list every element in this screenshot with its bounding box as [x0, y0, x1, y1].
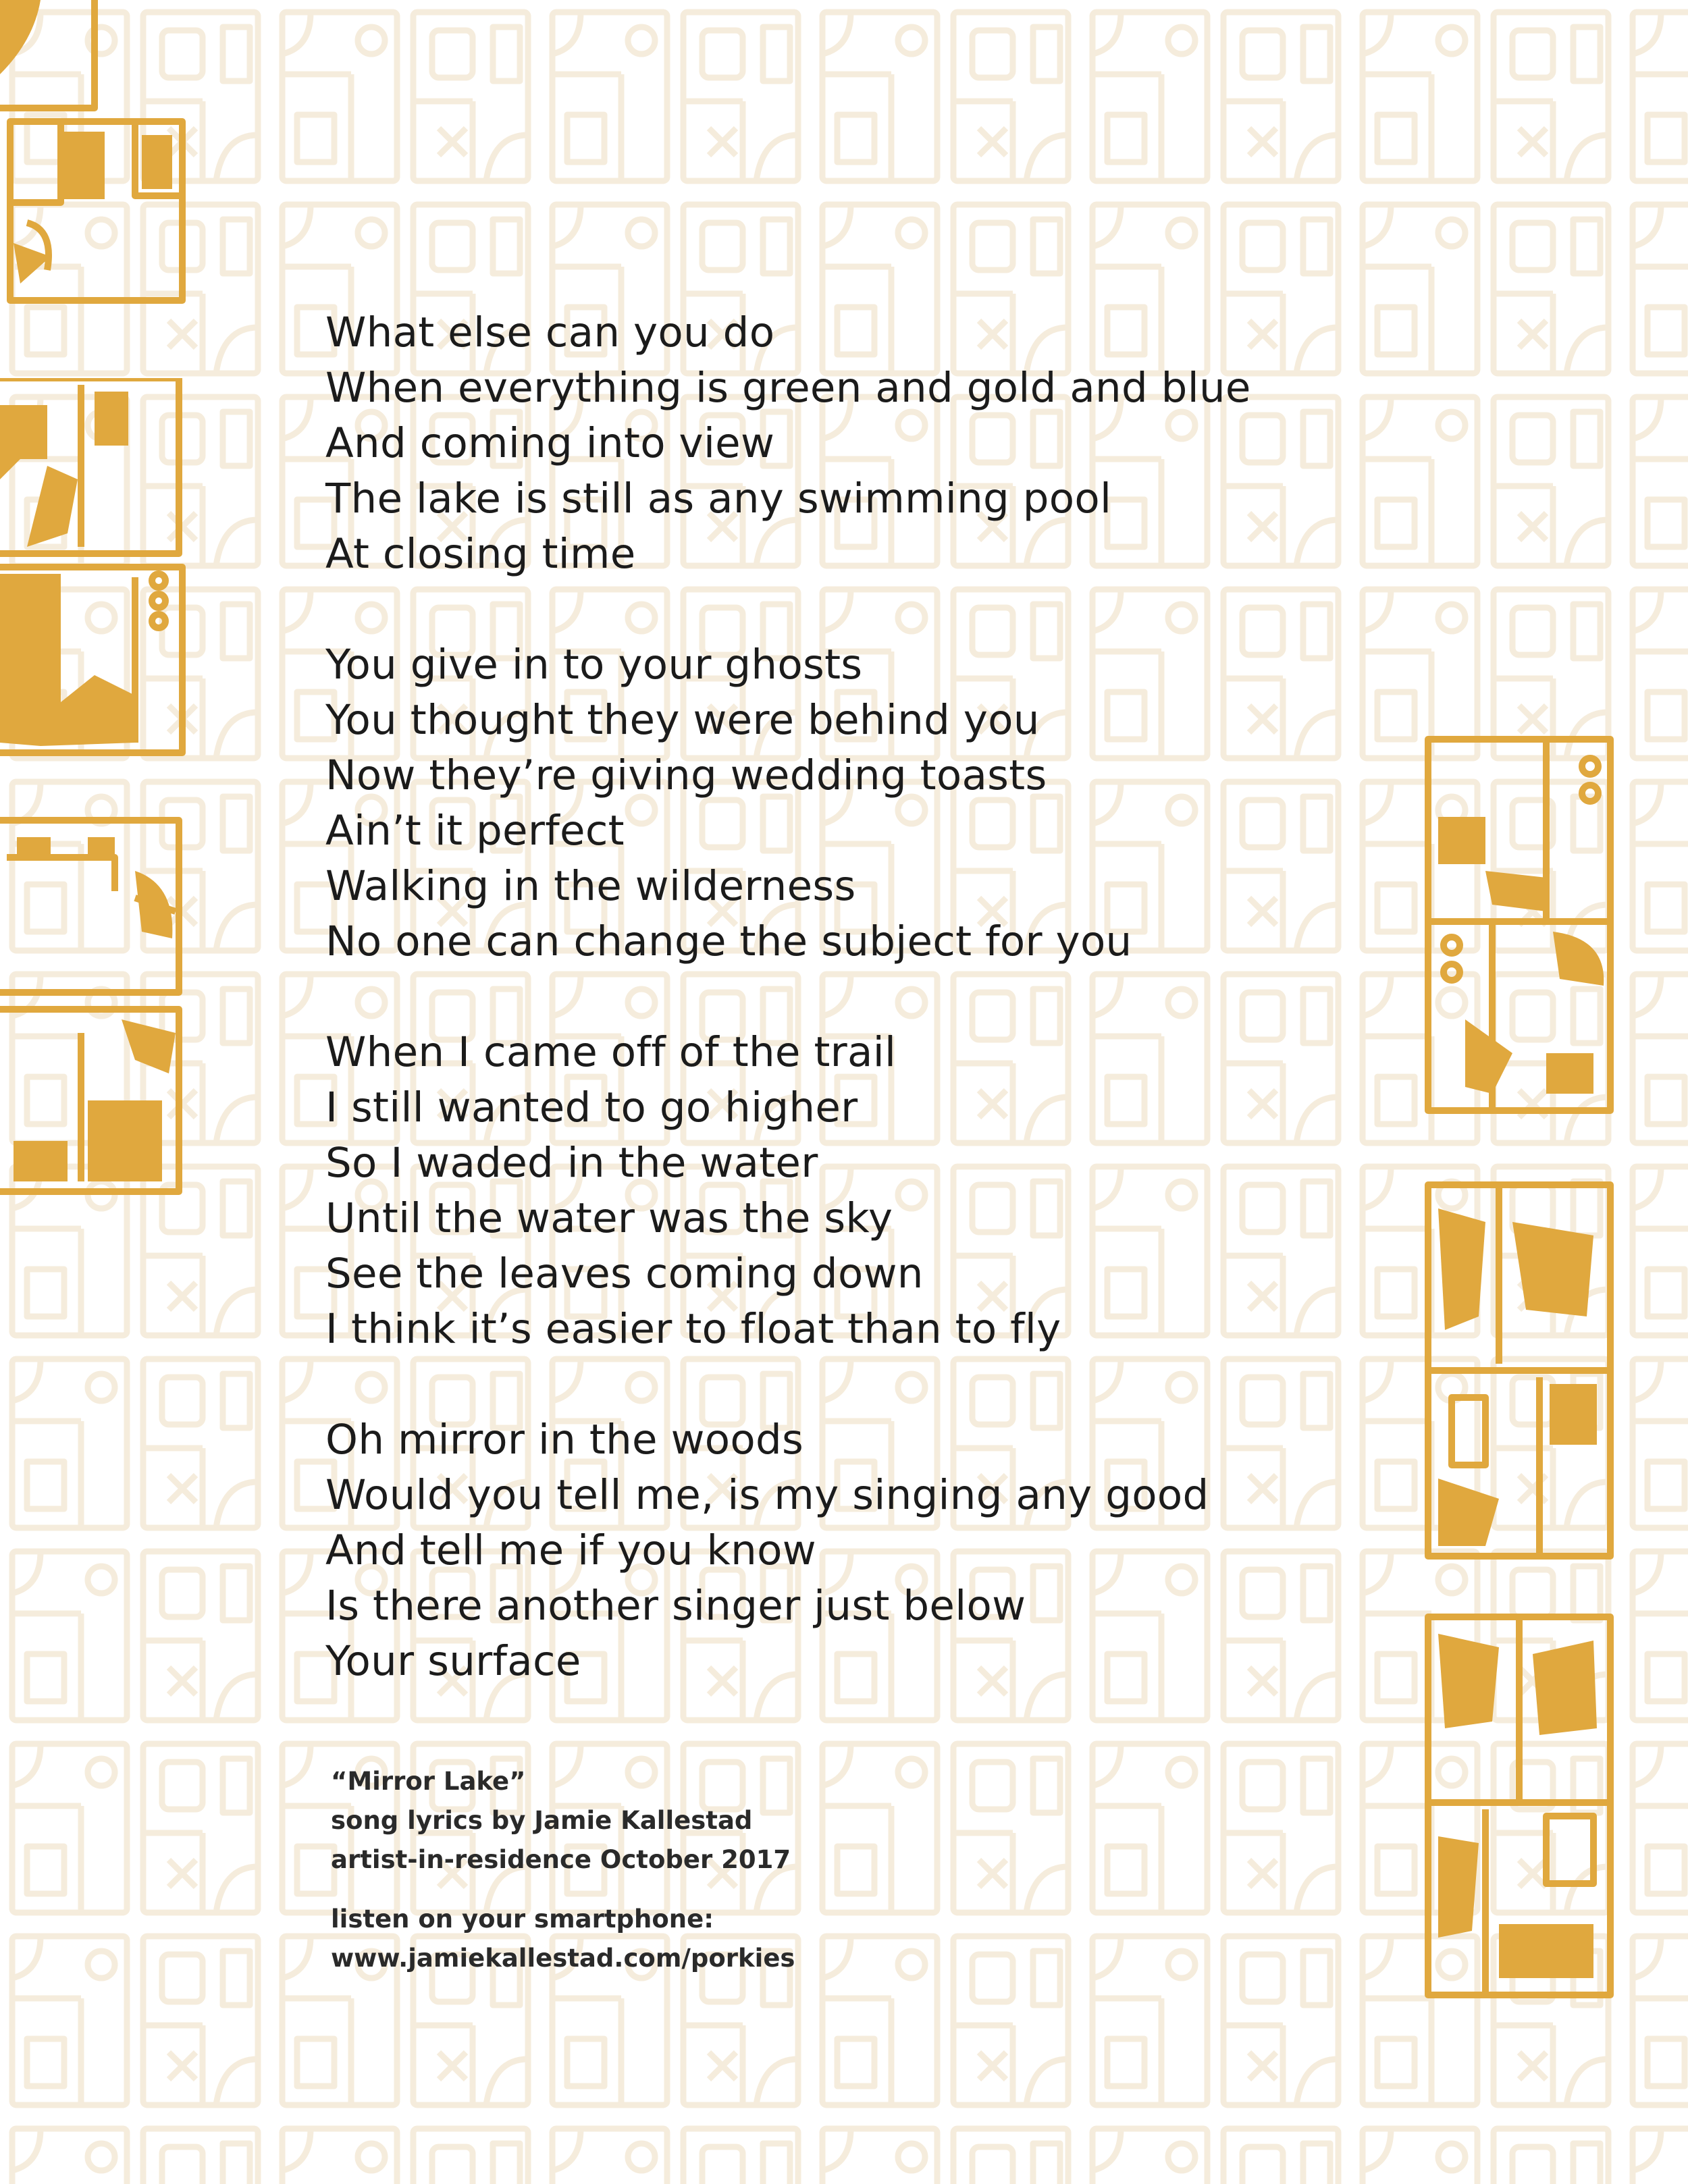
lyric-line: Is there another singer just below	[325, 1582, 1026, 1630]
lyric-line: You give in to your ghosts	[325, 641, 863, 689]
song-credits	[331, 1762, 1141, 1978]
stanza-1	[325, 305, 1406, 582]
lyric-line: I think it’s easier to float than to fly	[325, 1305, 1061, 1353]
song-byline: song lyrics by Jamie Kallestad	[331, 1806, 753, 1835]
lyric-line: Walking in the wilderness	[325, 862, 856, 910]
lyric-line: When everything is green and gold and blue	[325, 364, 1251, 412]
song-title: “Mirror Lake”	[331, 1767, 526, 1796]
stanza-2	[325, 637, 1406, 969]
residency-note: artist-in-residence October 2017	[331, 1845, 791, 1874]
lyric-line: When I came off of the trail	[325, 1028, 897, 1076]
floor-plan-ornament-right-bottom	[1425, 1614, 1614, 1998]
lyric-line: And tell me if you know	[325, 1526, 816, 1574]
lyric-line: Oh mirror in the woods	[325, 1416, 804, 1464]
stanza-4	[325, 1412, 1406, 1689]
lyric-line: What else can you do	[325, 309, 775, 356]
lyric-line: Would you tell me, is my singing any good	[325, 1471, 1209, 1519]
floor-plan-ornament-left-top	[0, 0, 189, 304]
floor-plan-ornament-left-middle	[0, 378, 189, 756]
lyric-line: The lake is still as any swimming pool	[325, 475, 1112, 523]
lyric-line: At closing time	[325, 530, 636, 578]
listen-label: listen on your smartphone:	[331, 1905, 714, 1934]
floor-plan-ornament-left-lower	[0, 817, 189, 1195]
floor-plan-ornament-right-top	[1425, 736, 1614, 1114]
lyric-line: And coming into view	[325, 419, 775, 467]
lyric-line: Until the water was the sky	[325, 1194, 893, 1242]
listen-url: www.jamiekallestad.com/porkies	[331, 1944, 795, 1973]
lyric-line: Now they’re giving wedding toasts	[325, 751, 1047, 799]
stanza-3	[325, 1025, 1406, 1357]
lyric-line: Your surface	[325, 1637, 581, 1685]
lyric-line: You thought they were behind you	[325, 696, 1040, 744]
lyric-line: No one can change the subject for you	[325, 917, 1132, 965]
poem-lyrics	[325, 305, 1406, 1689]
lyric-line: So I waded in the water	[325, 1139, 818, 1187]
credits-spacer	[331, 1880, 1141, 1900]
lyric-line: I still wanted to go higher	[325, 1084, 858, 1131]
lyric-line: See the leaves coming down	[325, 1250, 924, 1298]
lyric-line: Ain’t it perfect	[325, 807, 625, 855]
floor-plan-ornament-right-middle	[1425, 1181, 1614, 1560]
